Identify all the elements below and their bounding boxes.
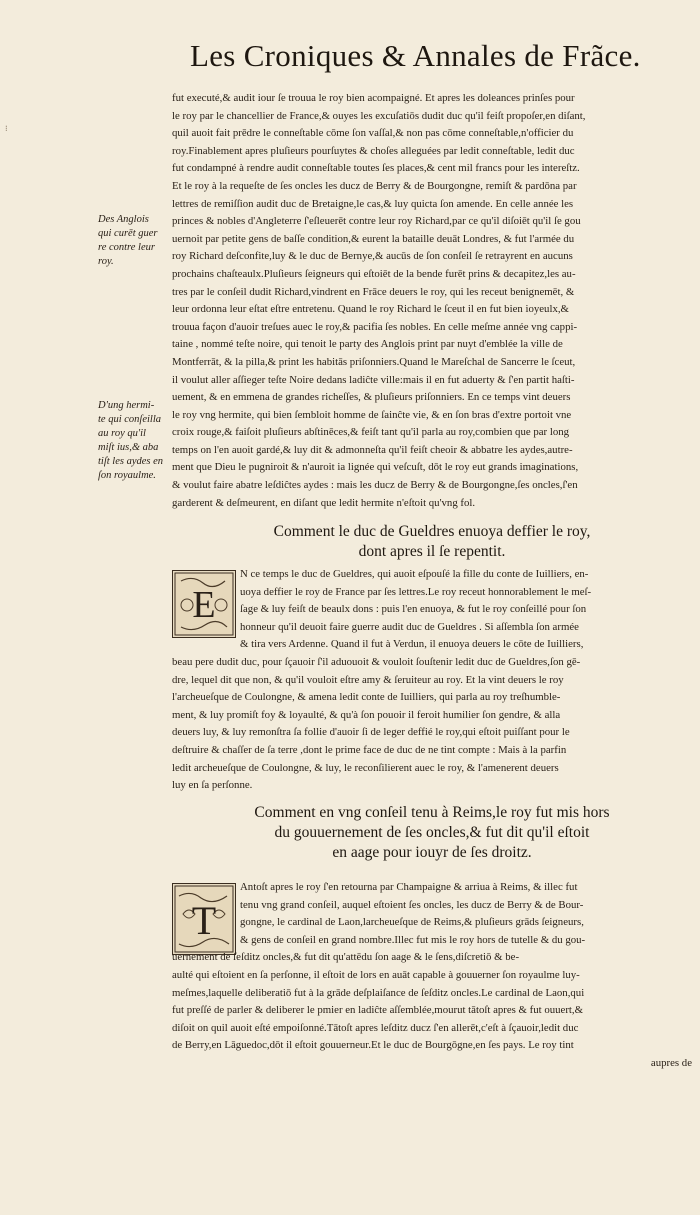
text-line: aulté qui eſtoient en ſa perſonne, il eſtoit de lors en auāt capable à gouuerner ſon royaulme luy- (172, 968, 580, 981)
text-line: il voulut aller aſſieger teſte Noire dedans ladiĉte ville:mais il en fut aduerty & ſ'en partit haſti- (172, 373, 575, 386)
text-line: roy Richard deſconfite,luy & le duc de Bernye,& aucūs de ſon conſeil ſe retrayrent en aucuns (172, 250, 573, 263)
text-line: fut condampné à rendre audit conneſtable toutes ſes places,& cent mil francs pour les intereſtz. (172, 162, 580, 175)
text-line: Et le roy à la requeſte de ſes oncles les ducz de Berry & de Bourgongne, remiſt & pardōna par (172, 179, 577, 192)
text-line: uement, & en emmena de grandes richeſſes, & pluſieurs priſonniers. En ce temps vint deuers (172, 391, 571, 404)
text-line: l'archeueſque de Coulongne, & amena ledit conte de Iuilliers, qui parla au roy treſhumble- (172, 691, 561, 704)
text-line: deuers luy, & luy remonſtra ſa follie d'auoir ſi de leger deffié le roy,qui eſtoit puiſſant pour le (172, 726, 570, 739)
text-line: fut executé,& audit iour ſe trouua le roy bien acompaigné. Et apres les doleances prinſes pour (172, 92, 575, 104)
paragraph-block-3 (172, 879, 692, 1073)
note-line: roy. (98, 256, 114, 267)
text-line: tenu vng grand conſeil, auquel eſtoient ſes oncles, les ducz de Berry & de Bour- (240, 898, 584, 911)
text-line: croix rouge,& faiſoit pluſieurs abſtinēces,& feiſt tant qu'il parla au roy,combien que par long (172, 426, 570, 439)
heading-line: en aage pour iouyr de ſes droitz. (332, 844, 532, 861)
note-line: ſon royaulme. (98, 470, 156, 481)
text-line: trouua façon d'auoir treſues auec le roy,& pacifia ſes nobles. En celle meſme année vng cappi- (172, 320, 578, 333)
text-line: garderent & deſmeurent, en diſant que ledit hermite n'eſtoit qu'vng fol. (172, 496, 476, 509)
text-line: leur ordonna leur eſtat eſtre entretenu. Quand le roy Richard le ſceut il en fut bien ioyeulx,& (172, 303, 569, 316)
text-line: ment, & luy promiſt foy & loyaulté, & qu'à ſon pouoir il feroit humilier ſon gendre, & alla (172, 708, 561, 721)
text-line: lettres de remiſſion audit duc de Bretaigne,le cas,& luy quicta ſon amende. En celle année les (172, 197, 574, 210)
text-line: ledit archeueſque de Coulongne, & luy, le reconſilierent auec le roy, & l'amenerent deuers (172, 761, 559, 774)
note-line: miſt ius,& aba (98, 442, 159, 453)
text-line: temps on l'en auoit gardé,& luy dit & admonneſta qu'il feiſt cheoir & abbatre les aydes,autre- (172, 443, 573, 456)
text-line: uernement de ſeſditz oncles,& fut dit qu'attēdu ſon aage & le ſens,diſcretiō & be- (172, 951, 520, 964)
text-line: honneur qu'il deuoit faire guerre audit duc de Gueldres . Si aſſembla ſon armée (240, 620, 579, 633)
heading-line: dont apres il ſe repentit. (358, 543, 506, 560)
text-line: quil auoit fait prēdre le conneſtable cōme ſon vaſſal,& non pas cōme conneſtable,n'officier du (172, 127, 574, 140)
text-line: taine , nommé teſte noire, qui tenoit le party des Anglois print par nuyt d'emblée la ville de (172, 338, 563, 351)
margin-note-anglois (98, 213, 168, 269)
note-line: re contre leur (98, 242, 155, 253)
text-line: diſoit on quil auoit eſté empoiſonné.Tātoſt apres leſditz ducz ſ'en allerēt,c'eſt à ſçauoir,ledit duc (172, 1021, 579, 1034)
note-line: Des Anglois (98, 214, 149, 225)
text-line: & gens de conſeil en grand nombre.Illec fut mis le roy hors de tutelle & du gou- (240, 933, 586, 946)
text-line: beau pere dudit duc, pour ſçauoir ſ'il aduouoit & vouloit ſouſtenir ledit duc de Gueldres,ſon gē- (172, 655, 581, 668)
text-line: de Berry,en Lāguedoc,dōt il eſtoit gouuerneur.Et le duc de Bourgōgne,en ſes pays. Le roy tint (172, 1039, 574, 1052)
svg-text:E: E (192, 584, 216, 626)
text-line: prochains chaſteaulx.Pluſieurs ſeigneurs qui eſtoiēt de la bende furēt prins & decapitez,les au- (172, 267, 576, 280)
text-line: uoya deffier le roy de France par ſes lettres.Le roy receut honnorablement le meſ- (240, 585, 592, 598)
running-title: Les Croniques & Annales de Frãce. (190, 38, 641, 73)
heading-line: Comment en vng conſeil tenu à Reims,le roy fut mis hors (254, 804, 610, 821)
margin-note-hermite (98, 399, 168, 483)
note-line: qui curēt guer (98, 228, 158, 239)
note-line: au roy qu'il (98, 428, 146, 439)
chapter-heading-gueldres (172, 522, 692, 562)
note-line: D'ung hermi- (98, 400, 155, 411)
text-line: fut preſſé de parler & deliberer le pmier en ladiĉte aſſemblée,mourut tātoſt apres & fut ouuert,& (172, 1004, 584, 1017)
text-line: le roy par le chancellier de France,& ouyes les excuſatiōs dudit duc qu'il feiſt propoſer,en diſant, (172, 109, 586, 122)
text-line: uernoit par petite gens de baſſe condition,& eurent la bataille deuāt Londres, & fut l'armée du (172, 232, 575, 245)
paragraph-block-2 (172, 566, 692, 795)
heading-line: Comment le duc de Gueldres enuoya deffier le roy, (273, 523, 591, 540)
text-line: & tira vers Ardenne. Quand il fut à Verdun, il enuoya deuers le cōte de Iuilliers, (240, 638, 584, 651)
text-line: Montferrāt, & la pilla,& print les habitās priſonniers.Quand le Mareſchal de Sancerre le ſceut, (172, 355, 576, 368)
text-line: ment que Dieu le pugniroit & n'auroit ia lignée qui veſcuſt, dōt le roy eut grands imaginations, (172, 461, 579, 474)
text-line: luy en ſa perſonne. (172, 779, 253, 792)
chapter-heading-reims (172, 803, 692, 863)
text-line: roy.Finablement apres pluſieurs pourſuytes & choſes alleguées par ledit conneſtable, ledit duc (172, 144, 575, 157)
note-line: tiſt les aydes en (98, 456, 164, 467)
text-line: princes & nobles d'Angleterre ſ'eſleuerēt contre leur roy Richard,par ce qu'il diſoiēt qu'il ſe gou (172, 215, 581, 228)
catchword: aupres de (650, 1056, 692, 1069)
text-line: dre, lequel dit que non, & qu'il vouloit eſtre amy & ſeruiteur au roy. Et la vint deuers le roy (172, 673, 564, 686)
text-line: deſtruire & chaſſer de ſa terre ,dont le prime face de duc de ne tint compte : Mais à la parfin (172, 743, 567, 756)
text-line: le roy vng hermite, qui bien ſembloit homme de ſainĉte vie, & en ſon bras d'extre portoit vne (172, 408, 572, 421)
paragraph-block-1 (172, 90, 692, 512)
text-line: meſmes,laquelle deliberatiō fut à la grāde deſplaiſance de ſeſditz oncles.Le cardinal de Laon,qui (172, 986, 585, 999)
margin-mark: ⁝ (5, 124, 8, 133)
text-line: Antoſt apres le roy ſ'en retourna par Champaigne & arriua à Reims, & illec fut (240, 881, 578, 893)
text-line: & voulut faire abatre leſdiĉtes aydes : mais les ducz de Berry & de Bourgongne,ſes oncles,ſ'en (172, 479, 578, 492)
text-line: ſage & luy feiſt de beaulx dons : puis l'en enuoya, & fut le roy conſeillé pour ſon (240, 603, 587, 616)
text-line: tres par le conſeil dudit Richard,vindrent en Frāce deuers le roy, qui les receut benignemēt, & (172, 285, 575, 298)
text-line: gongne, le cardinal de Laon,larcheueſque de Reims,& pluſieurs grāds ſeigneurs, (240, 916, 584, 929)
text-line: N ce temps le duc de Gueldres, qui auoit eſpouſé la fille du conte de Iuilliers, en- (240, 568, 589, 580)
heading-line: du gouuernement de ſes oncles,& fut dit qu'il eſtoit (274, 824, 590, 841)
svg-text:T: T (191, 898, 217, 943)
note-line: te qui conſeilla (98, 414, 161, 425)
